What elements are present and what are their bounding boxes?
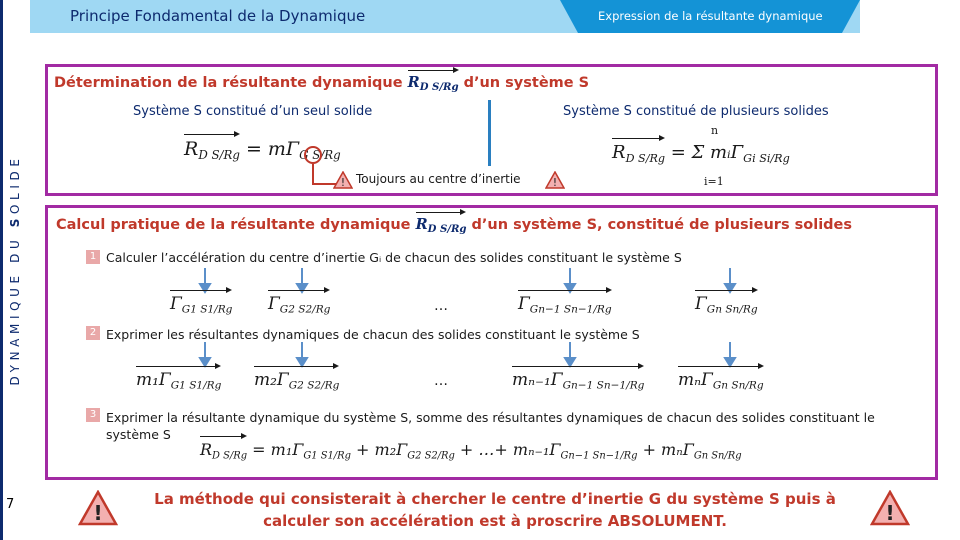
section2-title: Calcul pratique de la résultante dynamique $R_{D S/Rg}$ d’un système S, constitué de plusieurs solides xyxy=(56,216,853,236)
header-title: Principe Fondamental de la Dynamique xyxy=(70,7,366,25)
sidebar-bar xyxy=(0,0,3,540)
step-number: 1 xyxy=(86,250,100,264)
section1-divider xyxy=(488,100,491,166)
vertical-title: DYNAMIQUE DU SOLIDE xyxy=(8,154,22,386)
force-term-2: $m_2\Gamma_{G2 S2/Rg}$ xyxy=(254,370,340,392)
step-number: 3 xyxy=(86,408,100,422)
force-term-3: $m_{n-1}\Gamma_{Gn-1 Sn-1/Rg}$ xyxy=(512,370,645,392)
svg-text:!: ! xyxy=(885,501,895,525)
force-term-4: mₙΓ$_{Gn Sn/Rg}$ xyxy=(678,370,764,392)
single-solid-heading: Système S constitué d’un seul solide xyxy=(133,104,373,119)
warning-icon xyxy=(545,171,565,189)
multi-solid-equation: $R_{D S/Rg} = \Sigma$ mᵢΓ$_{Gi Si/Rg}$ xyxy=(612,142,790,165)
svg-text:!: ! xyxy=(552,176,558,189)
page-number: 7 xyxy=(6,497,15,512)
force-ellipsis: … xyxy=(434,373,448,389)
final-equation: $R_{D S/Rg} = m_1\Gamma_{G1 S1/Rg} + m_2\Gamma_{G2 S2/Rg}$ + …+ $m_{n-1}\Gamma_{Gn-1 Sn-1/Rg} + m_n\Gamma_{Gn Sn/Rg}$ xyxy=(200,440,742,462)
warning-icon xyxy=(333,171,353,189)
warning-icon xyxy=(870,490,910,526)
header-subtitle: Expression de la résultante dynamique xyxy=(598,9,823,23)
step-text: Calculer l’accélération du centre d’inertie Gᵢ de chacun des solides constituant le système S xyxy=(106,250,682,265)
multi-solid-heading: Système S constitué de plusieurs solides xyxy=(563,104,829,119)
accel-term-3: $\Gamma_{Gn-1 Sn-1/Rg}$ xyxy=(518,294,612,316)
step-text: Exprimer la résultante dynamique du système S, somme des résultantes dynamiques de chacun des solides constituant le système S xyxy=(106,410,875,442)
force-term-1: $m_1\Gamma_{G1 S1/Rg}$ xyxy=(136,370,222,392)
sum-upper-bound: n xyxy=(711,124,719,137)
sidebar xyxy=(0,0,30,540)
sum-lower-bound: i=1 xyxy=(704,175,724,188)
step-number: 2 xyxy=(86,326,100,340)
accel-term-4: $\Gamma_{Gn Sn/Rg}$ xyxy=(695,294,758,316)
accel-term-1: $\Gamma_{G1 S1/Rg}$ xyxy=(170,294,233,316)
step-text: Exprimer les résultantes dynamiques de chacun des solides constituant le système S xyxy=(106,327,640,342)
single-solid-equation: $R_{D S/Rg} = m\Gamma_{G S/Rg}$ xyxy=(184,138,341,163)
warning-icon xyxy=(78,490,118,526)
svg-text:!: ! xyxy=(93,501,103,525)
svg-text:!: ! xyxy=(340,176,346,189)
inertia-note: Toujours au centre d’inertie xyxy=(356,172,521,186)
accel-ellipsis: … xyxy=(434,298,448,314)
section1-title: Détermination de la résultante dynamique $R_{D S/Rg}$ d’un système S xyxy=(54,74,590,94)
conclusion-text: La méthode qui consisterait à chercher le centre d’inertie G du système S puis à calculer son accélération est à proscrire ABSOLUMENT. xyxy=(154,490,836,530)
accel-term-2: $\Gamma_{G2 S2/Rg}$ xyxy=(268,294,331,316)
